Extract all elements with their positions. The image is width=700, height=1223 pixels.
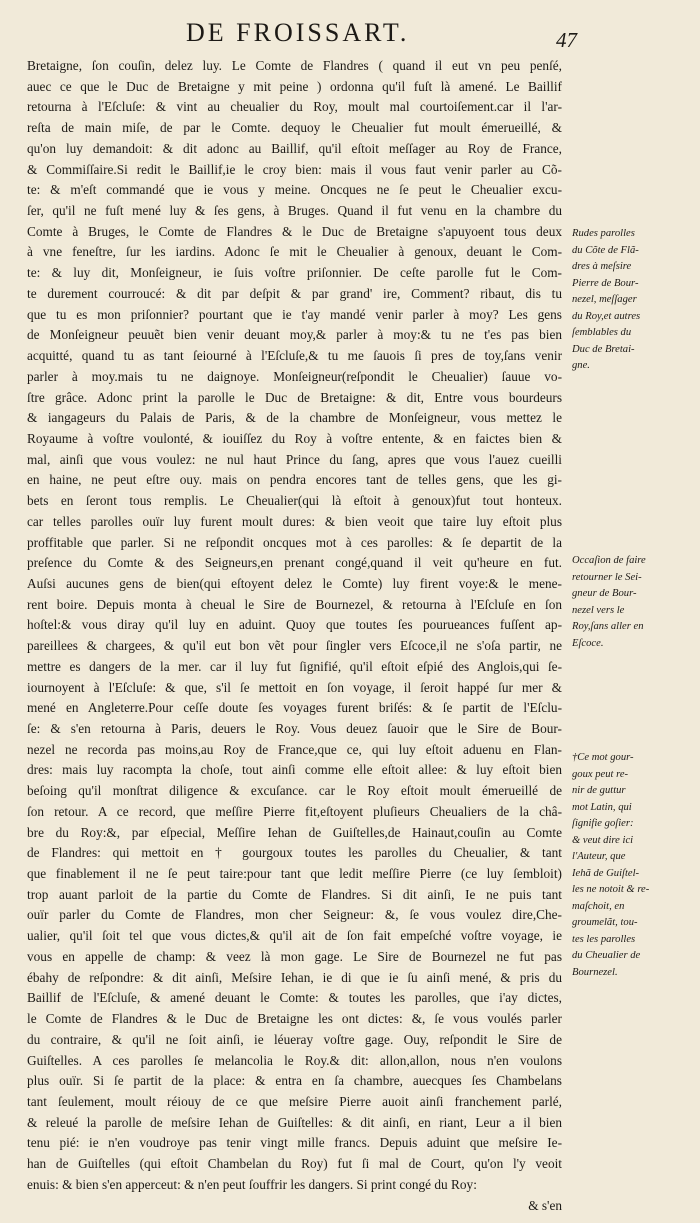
- text-line: tant ſeulement, moult réiouy de ce que meſsire Pierre auoit ainſi franchement parlé,: [27, 1093, 562, 1109]
- text-line: tenu pié: ie n'en voudroye pas tenir vingt mille francs. Depuis aduint que meſsire Ie-: [27, 1135, 562, 1151]
- text-line: nezel ne recorda pas moins,au Roy de France,que ce, qui luy eſtoit aduenu en Flan-: [27, 741, 562, 757]
- text-line: han de Guiſtelles (qui eſtoit Chambelan du Roy) fut ſi mal de Court, qu'on l'y veoit: [27, 1156, 562, 1172]
- text-line: bre du Roy:&, par eſpecial, Meſſire Iehan de Guiſtelles,de Hainaut,couſin au Comte: [27, 824, 562, 840]
- text-line: te: & luy dit, Monſeigneur, ie ſuis voſtre priſonnier. De ceſte parolle fut le Com-: [27, 265, 562, 281]
- text-line: car telles parolles ouïr luy furent moult dures: & bien veoit que taire luy eſtoit plus: [27, 513, 562, 529]
- marginal-note-line: †Ce mot gour-: [572, 752, 634, 763]
- marginal-note-line: goux peut re-: [572, 768, 629, 780]
- page-header: [0, 14, 700, 54]
- text-line: bets en ſeront tous remplis. Le Cheualier(qui là eſtoit à genoux)fut tout honteux.: [27, 493, 562, 509]
- text-line: vous en appelle de champ: & veez là mon gage. Le Sire de Bournezel ne fut pas: [27, 948, 562, 964]
- text-line: que tu es mon priſonnier? pourtant que ie t'ay mandé venir parler à moy? Les gens: [27, 306, 562, 322]
- text-line: acquitté, quand tu as tant ſeiourné à l'Eſcluſe,& tu me ſauois ſi pres de toy,ſans venir: [27, 348, 562, 364]
- text-line: & Commiſſaire.Si redit le Baillif,ie le croy bien: mais il vous faut venir parler au Cõ-: [27, 161, 562, 177]
- marginal-note-line: nezel, meſſager: [572, 294, 637, 305]
- marginal-note-line: du Cheualier de: [572, 950, 641, 961]
- marginal-note-line: ſignifie goſier:: [572, 818, 634, 829]
- marginal-note-line: nezel vers le: [572, 604, 625, 616]
- text-line: ſer, qu'il ne fuſt mené luy & ſes gens, à Bruges. Quand il fut venu en la chambre du: [27, 203, 562, 219]
- marginal-note-line: Duc de Bretai-: [572, 343, 635, 355]
- text-line: auec ce que le Duc de Bretaigne y mit peine ) ordonna qu'il fuſt là amené. Le Baillif: [27, 78, 562, 94]
- marginal-note-line: maſchoit, en: [572, 900, 625, 912]
- marginal-note-3: [572, 750, 696, 981]
- text-line: mal, ainſi que vous voulez: ne nul haut Prince du ſang, apres que vous l'auez cueilli: [27, 451, 562, 467]
- text-line: Guiſtelles. A ces parolles ſe melancolia le Roy.& dit: allon,allon, nous n'en voulons: [27, 1052, 562, 1068]
- text-line: Auſsi aucunes gens de bien(qui eſtoyent delez le Comte) luy firent voye:& le mene-: [27, 575, 562, 591]
- marginal-note-line: du Roy,et autres: [572, 310, 641, 322]
- marginal-note-2: [572, 553, 696, 652]
- text-line: le Comte de Flandres & le Duc de Bretaigne les ont dictes: &, ſe vous voulés parler: [27, 1011, 562, 1027]
- text-line: ébahy de reſpondre: & dit ainſi, Meſsire Iehan, ie di que ie ſu ainſi mené, & pris du: [27, 969, 562, 985]
- text-line: te: & m'eſt commandé que ie vous y meine. Oncques ne ſe peut le Cheualier excu-: [27, 182, 562, 198]
- text-line: retourna à l'Eſcluſe: & vint au cheualier du Roy, moult mal courtoiſement.car il l'ar-: [27, 99, 562, 115]
- text-line: reſta de main miſe, de par le Comte. dequoy le Cheualier fut moult émerueillé, &: [27, 120, 562, 136]
- text-line: Baillif de l'Eſcluſe, & amené deuant le Comte: & toutes les parolles, que i'ay dictes,: [27, 990, 562, 1006]
- text-line: que finablement il ne ſe peut taire:pour tant que ledit meſſire Pierre (ce luy ſembloit): [27, 866, 562, 882]
- text-line: ſtre grâce. Adonc print la parolle le Duc de Bretaigne: & dit, Entre vous bourdeurs: [27, 389, 562, 405]
- catchword: & s'en: [528, 1197, 562, 1213]
- marginal-note-1: [572, 226, 696, 375]
- text-line: & releué la parolle de meſsire Iehan de Guiſtelles: & dit ainſi, en riant, Leur a il bien: [27, 1114, 562, 1130]
- marginal-note-line: ſemblables du: [572, 327, 632, 338]
- text-line: plus ouïr. Si ſe partit de la place: & entra en ſa chambre, auecques ſes Chambelans: [27, 1073, 562, 1089]
- text-line: trop auant parloit de la partie du Comte de Flandres. Si dit ainſi, Ie ne puis tant: [27, 886, 562, 902]
- text-line: en haine, ne peut eſtre ouy. mais on pendra encores tant de telles gens, que les gi-: [27, 472, 562, 488]
- text-line: Royaume à voſtre voulonté, & iouiſſez du Roy à voſtre entente, & en faictes bien &: [27, 430, 562, 446]
- marginal-note-line: Bournezel.: [572, 966, 618, 978]
- marginal-note-line: Roy,ſans aller en: [572, 621, 644, 632]
- text-line: du contraire, & qu'il ne ſoit ainſi, ie léueray voſtre gage. Ouy, reſpondit le Sire de: [27, 1031, 562, 1047]
- text-line: parler à moy.mais tu ne daignoye. Monſeigneur(reſpondit le Cheualier) ſauue vo-: [27, 368, 562, 384]
- text-line: à vne feneſtre, ſur les iardins. Adonc ſe mit le Cheualier à genoux, deuant le Com-: [27, 244, 562, 260]
- text-line: dres: mais luy racompta la choſe, tout ainſi comme elle eſtoit allee: & luy eſtoit bien: [27, 762, 562, 778]
- marginal-note-line: du Cõte de Flã-: [572, 244, 639, 256]
- marginal-note-line: tes les parolles: [572, 933, 636, 945]
- page-number: 47: [556, 28, 577, 52]
- marginal-note-line: Occaſion de faire: [572, 555, 646, 566]
- marginal-note-line: nir de guttur: [572, 785, 626, 796]
- marginal-note-line: les ne notoit & re-: [572, 884, 650, 895]
- text-line: & iangageurs du Palais de Paris, & de la chambre de Monſeigneur, vous mettez le: [27, 410, 562, 426]
- marginal-note-line: mot Latin, qui: [572, 801, 632, 813]
- text-line: ualier, qu'il ſoit tel que vous dictes,& qu'il ait de ſon fait empeſché voſtre voyage, ie: [27, 928, 562, 944]
- text-line: beſoing qu'il monſtrat diligence & excuſance. car le Roy eſtoit moult émerueillé de: [27, 783, 562, 799]
- text-line: hoſtel:& vous diray qu'il luy en aduint. Quoy que toutes ſes pourueances fuſſent ap-: [27, 617, 562, 633]
- text-line: ſe: & s'en retourna à Paris, deuers le Roy. Vous deuez ſauoir que le Sire de Bour-: [27, 721, 562, 736]
- marginal-note-line: l'Auteur, que: [572, 851, 626, 862]
- text-line: de Flandres: qui mettoit en † gourgoux toutes les parolles du Cheualier, & tant: [27, 845, 562, 861]
- marginal-note-line: Eſcoce.: [572, 637, 604, 649]
- text-line: mettre es dangers de la mer. car il luy fut ſignifié, qu'il eſtoit eſpié des Anglois,qui ſe-: [27, 658, 562, 674]
- marginal-note-line: gneur de Bour-: [572, 588, 637, 599]
- text-line: enuis: & bien s'en apperceut: & n'en peut ſouffrir les dangers. Si print congé du Roy:: [27, 1176, 477, 1192]
- marginal-note-line: groumelãt, tou-: [572, 917, 638, 928]
- marginal-note-line: dres à meſsire: [572, 261, 632, 272]
- text-line: qu'on luy demandoit: & dit adonc au Baillif, qu'il eſtoit meſſager au Roy de France,: [27, 140, 562, 156]
- text-line: ſon retour. A ce record, que meſſire Pierre fit,eſtoyent pluſieurs Cheualiers de la châ-: [27, 803, 562, 819]
- text-line: rent boire. Depuis monta à cheual le Sire de Bournezel, & retourna à l'Eſcluſe en ſon: [27, 596, 562, 612]
- marginal-note-line: gne.: [572, 360, 590, 371]
- text-line: proffitable que parler. Si ne reſpondit oncques mot à ces parolles: & ſe departit de la: [27, 534, 562, 550]
- running-head: DE FROISSART.: [186, 18, 410, 47]
- marginal-note-line: & veut dire ici: [572, 834, 634, 846]
- text-line: preſence du Comte & des Seigneurs,en prenant congé,quand il veit qu'heure en fut.: [27, 555, 562, 571]
- marginal-note-line: retourner le Sei-: [572, 571, 642, 583]
- marginal-note-line: Rudes parolles: [572, 228, 635, 239]
- text-line: mené en Angleterre.Pour ceſſe doute ſes voyages furent briſés: & ſe partit de l'Eſclu-: [27, 700, 562, 716]
- text-line: Comte à Bruges, le Comte de Flandres & le Duc de Bretaigne s'apuyoent tous deux: [27, 223, 562, 239]
- text-line: de Monſeigneur peuuẽt bien venir deuant moy,& parler à moy:& tu ne t'es pas bien: [27, 327, 562, 343]
- text-line: te durement courroucé: & dit par deſpit & par grand' ire, Comment? ribaut, dis tu: [27, 285, 562, 301]
- text-line: iournoyent à l'Eſcluſe: & que, s'il ſe mettoit en ſon voyage, il ſeroit happé ſur mer &: [27, 679, 562, 695]
- marginal-note-line: Pierre de Bour-: [572, 277, 639, 289]
- text-line: Bretaigne, ſon couſin, delez luy. Le Comte de Flandres ( quand il eut vn peu penſé,: [27, 58, 562, 73]
- text-line: ouïr parler du Comte de Flandres, mon cher Seigneur: &, ſe vous voulez dire,Che-: [27, 907, 562, 923]
- marginal-note-line: Iehã de Guiſtel-: [572, 867, 640, 879]
- main-text-block: [27, 56, 562, 1216]
- text-line: pareillees & chargees, & qu'il eut bon vẽt pour ſingler vers Eſcoce,il ne s'oſa partir, ne: [27, 638, 562, 654]
